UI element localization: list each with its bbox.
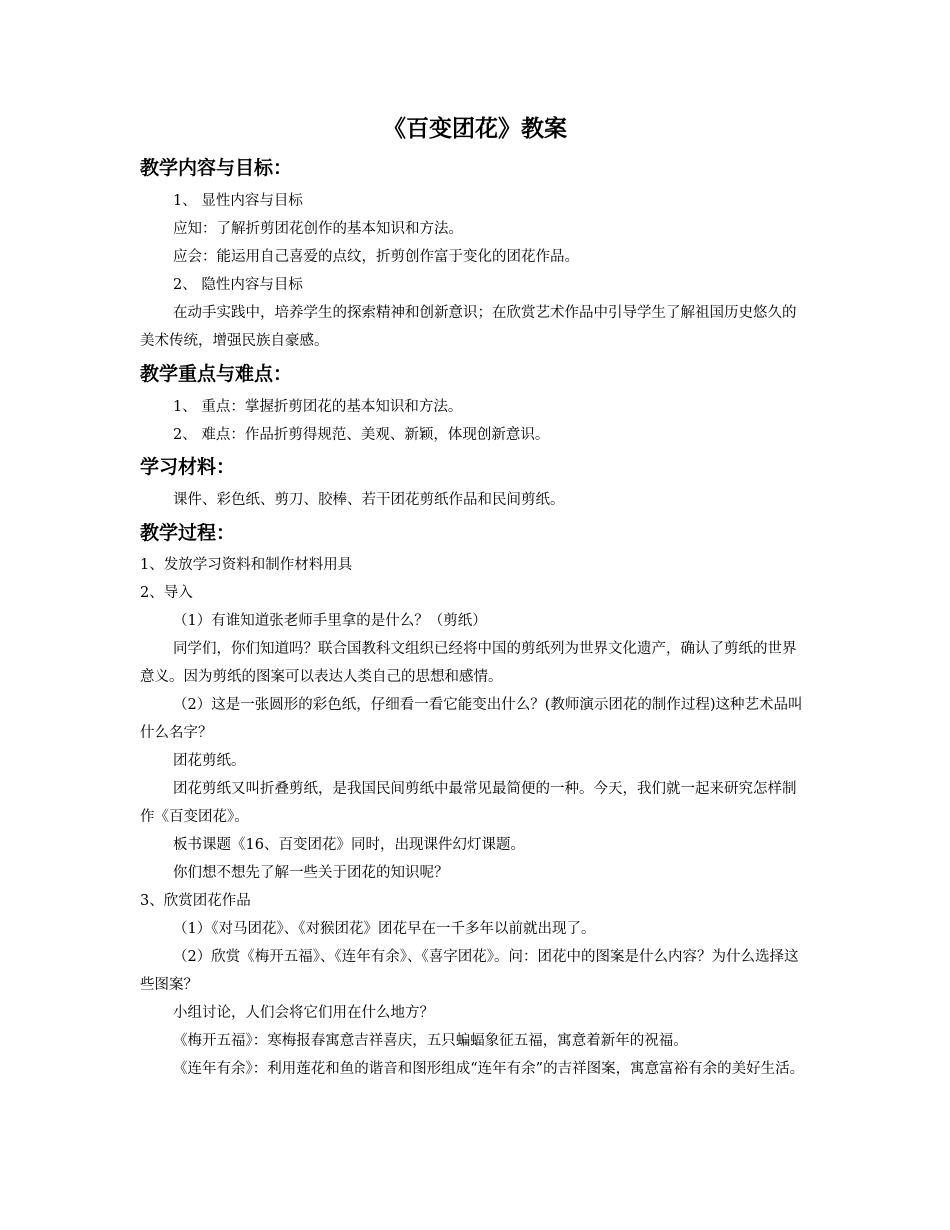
goals-paragraph-5: 在动手实践中，培养学生的探索精神和创新意识；在欣赏艺术作品中引导学生了解祖国历史悠久的美术传统，增强民族自豪感。 (140, 305, 797, 349)
goals-line-2: 应知：了解折剪团花创作的基本知识和方法。 (173, 221, 463, 237)
process-paragraph-7: 团花剪纸又叫折叠剪纸，是我国民间剪纸中最常见最简便的一种。今天，我们就一起来研究怎样制作《百变团花》。 (140, 781, 797, 825)
goals-line-4: 2、 隐性内容与目标 (173, 277, 303, 293)
process-paragraph-5: （2）这是一张圆形的彩色纸，仔细看一看它能变出什么？(教师演示团花的制作过程)这种艺术品叫什么名字？ (140, 697, 803, 741)
heading-materials: 学习材料： (140, 456, 236, 478)
process-line-9: 你们想不想先了解一些关于团花的知识呢？ (173, 865, 449, 881)
process-line-14: 《梅开五福》：寒梅报春寓意吉祥喜庆，五只蝙蝠象征五福，寓意着新年的祝福。 (173, 1033, 688, 1049)
goals-line-3: 应会：能运用自己喜爱的点纹，折剪创作富于变化的团花作品。 (173, 249, 579, 265)
process-paragraph-15: 《连年有余》：利用莲花和鱼的谐音和图形组成“连年有余”的吉祥图案，寓意富裕有余的美好生活。 (173, 1061, 805, 1077)
heading-process: 教学过程： (140, 522, 236, 544)
key-line-2: 2、 难点：作品折剪得规范、美观、新颖，体现创新意识。 (173, 427, 550, 443)
heading-key-points: 教学重点与难点： (140, 363, 293, 385)
process-line-11: （1）《对马团花》、《对猴团花》团花早在一千多年以前就出现了。 (173, 921, 596, 937)
process-paragraph-12: （2）欣赏《梅开五福》、《连年有余》、《喜字团花》。问：团花中的图案是什么内容？为什么选择这些图案？ (140, 949, 799, 993)
goals-line-1: 1、 显性内容与目标 (173, 193, 303, 209)
process-paragraph-4: 同学们，你们知道吗？联合国教科文组织已经将中国的剪纸列为世界文化遗产，确认了剪纸的世界意义。因为剪纸的图案可以表达人类自己的思想和感情。 (140, 641, 797, 685)
process-line-1: 1、发放学习资料和制作材料用具 (140, 557, 353, 573)
process-line-10: 3、欣赏团花作品 (140, 893, 251, 909)
process-line-3: （1）有谁知道张老师手里拿的是什么？（剪纸） (173, 613, 487, 629)
key-line-1: 1、 重点：掌握折剪团花的基本知识和方法。 (173, 399, 463, 415)
materials-line-1: 课件、彩色纸、剪刀、胶棒、若干团花剪纸作品和民间剪纸。 (173, 492, 565, 508)
process-line-2: 2、导入 (140, 585, 193, 601)
process-line-8: 板书课题《16、百变团花》同时，出现课件幻灯课题。 (173, 837, 525, 853)
process-line-6: 团花剪纸。 (173, 753, 246, 769)
doc-title: 《百变团花》教案 (383, 116, 567, 142)
process-line-13: 小组讨论，人们会将它们用在什么地方？ (173, 1005, 434, 1021)
heading-goals: 教学内容与目标： (140, 157, 293, 179)
